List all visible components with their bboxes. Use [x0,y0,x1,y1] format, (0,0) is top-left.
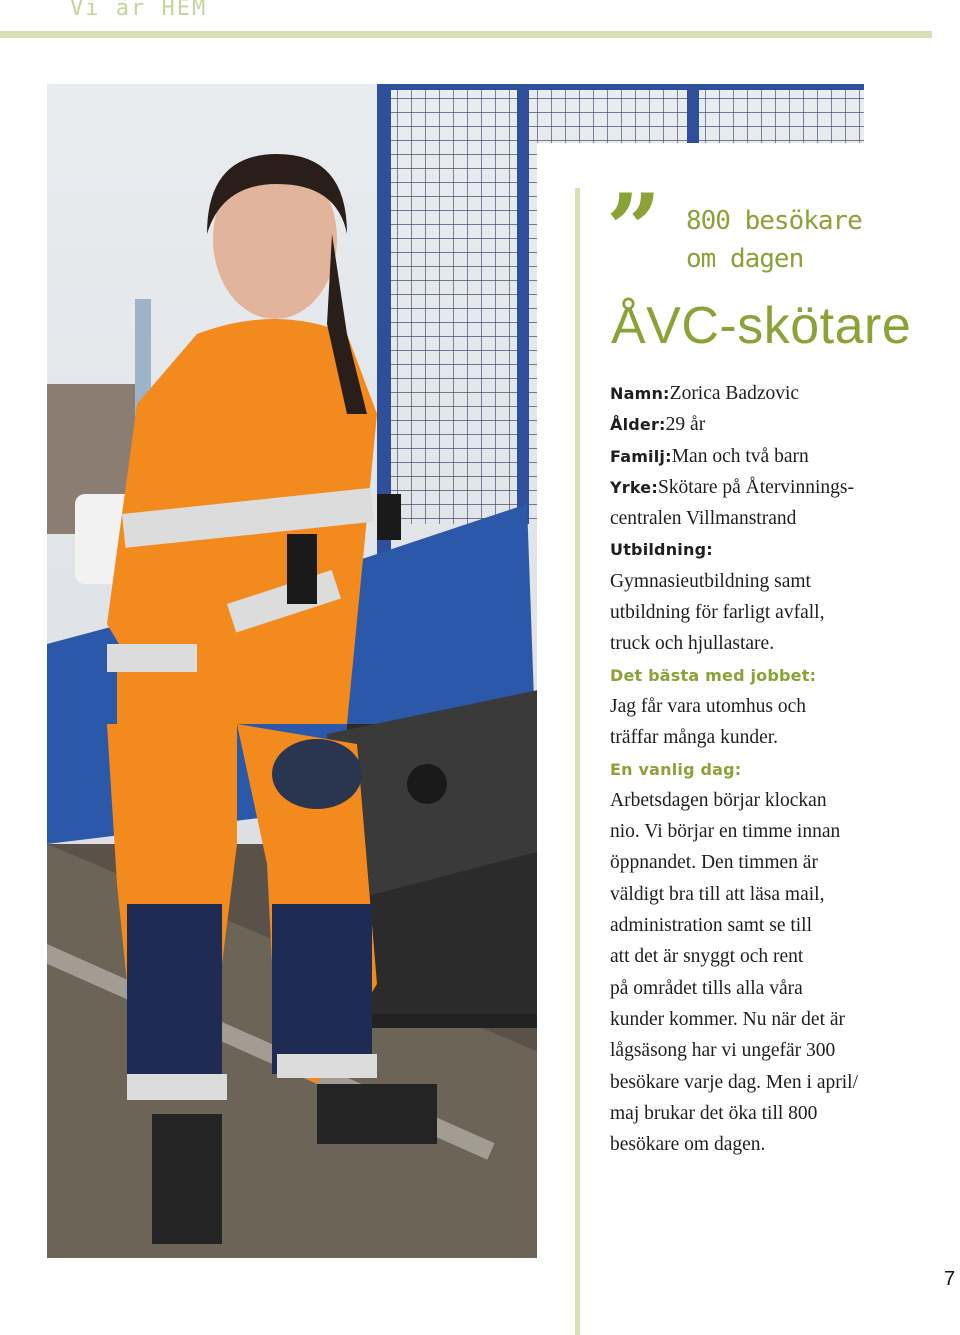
fact-family [610,441,940,472]
fact-name [610,378,940,409]
fact-day-line: öppnandet. Den timmen är [610,852,818,874]
pull-quote-line-2: om dagen [686,244,804,274]
fact-label: Yrke: [610,477,658,497]
fact-day-label [610,754,940,785]
fact-best-line: träffar många kunder. [610,727,779,749]
quote-mark-icon: ” [606,173,654,286]
fact-day-line: nio. Vi börjar en timme innan [610,821,841,843]
section-label: Vi är HEM [70,0,208,21]
fact-label: Utbildning: [610,540,713,560]
fact-label: Namn: [610,384,670,403]
fact-value: Zorica Badzovic [669,383,800,404]
fact-value: Man och två barn [671,445,809,467]
fact-education-label [610,534,940,565]
pull-quote-line-1: 800 besökare [686,206,862,236]
fact-best-line: Jag får vara utomhus och [610,695,807,717]
fact-value: 29 år [665,414,706,436]
fact-education-line: Gymnasieutbildning samt [610,570,811,592]
fact-day-line: att det är snyggt och rent [610,946,804,968]
fact-day-line: Arbetsdagen börjar klockan [610,789,827,811]
fact-day-line: kunder kommer. Nu när det är [610,1008,846,1030]
page-number: 7 [944,1268,956,1290]
fact-label: Familj: [610,446,672,466]
vertical-rule [575,188,580,1335]
fact-value: Skötare på Återvinnings- [657,476,854,498]
fact-box [610,378,940,1160]
fact-label: En vanlig dag: [610,759,742,779]
fact-day-line: maj brukar det öka till 800 [610,1102,818,1124]
fact-education-line: truck och hjullastare. [610,633,775,655]
fact-best-label [610,660,940,691]
fact-day-line: lågsäsong har vi ungefär 300 [610,1040,836,1062]
fact-day-line: administration samt se till [610,915,813,937]
fact-day-line: besökare om dagen. [610,1134,766,1156]
fact-label: Det bästa med jobbet: [610,665,817,685]
fact-job-continued: centralen Villmanstrand [610,508,797,530]
fact-job [610,472,940,503]
fact-label: Ålder: [610,415,666,435]
pull-quote [686,202,946,278]
top-rule [0,31,932,38]
fact-education-line: utbildning för farligt avfall, [610,602,825,624]
article-title: ÅVC-skötare [611,297,912,355]
fact-day-line: väldigt bra till att läsa mail, [610,883,825,905]
fact-day-line: besökare varje dag. Men i april/ [610,1071,858,1093]
fact-day-line: på området tills alla våra [610,977,803,999]
fact-age [610,409,940,440]
